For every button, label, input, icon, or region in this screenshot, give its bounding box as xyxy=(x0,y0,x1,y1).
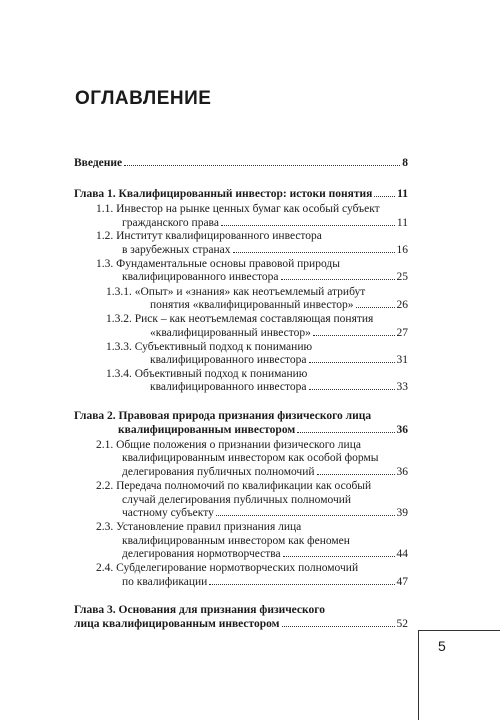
toc-entry-2-3-line2[interactable]: квалифицированным инвестором как феномен xyxy=(122,535,350,547)
dot-leader xyxy=(209,584,394,585)
toc-page-number: 36 xyxy=(396,466,408,478)
toc-entry-1-1-line1[interactable]: 1.1. Инвестор на рынке ценных бумаг как особый субъект xyxy=(96,203,380,215)
dot-leader xyxy=(282,626,395,627)
toc-entry-text: по квалификации xyxy=(122,576,208,588)
toc-entry-chapter-3[interactable] xyxy=(74,618,408,631)
toc-page-number: 11 xyxy=(397,188,408,200)
toc-entry-text: квалифицированного инвестора xyxy=(122,271,279,283)
folio-rule-horizontal xyxy=(418,630,500,631)
toc-entry-intro[interactable] xyxy=(74,157,408,170)
toc-entry-1-3-3-line1[interactable]: 1.3.3. Субъективный подход к пониманию xyxy=(106,341,313,353)
toc-page-number: 31 xyxy=(396,354,408,366)
dot-leader xyxy=(356,307,395,308)
toc-entry-chapter-3-line1[interactable]: Глава 3. Основания для признания физического xyxy=(74,604,325,616)
toc-entry-text: квалифицированным инвестором xyxy=(118,424,296,436)
toc-entry-1-2[interactable] xyxy=(122,244,408,257)
toc-entry-text: Введение xyxy=(74,157,123,169)
toc-entry-2-3-line1[interactable]: 2.3. Установление правил признания лица xyxy=(96,521,302,533)
toc-page-number: 52 xyxy=(396,618,408,630)
toc-entry-1-3-2[interactable] xyxy=(150,327,408,340)
toc-entry-2-2[interactable] xyxy=(122,507,408,520)
dot-leader xyxy=(281,279,395,280)
toc-entry-text: квалифицированного инвестора xyxy=(150,381,307,393)
toc-entry-1-3[interactable] xyxy=(122,271,408,284)
toc-entry-text: понятия «квалифицированный инвестор» xyxy=(150,299,354,311)
toc-page-number: 47 xyxy=(396,576,408,588)
dot-leader xyxy=(374,196,395,197)
dot-leader xyxy=(317,474,395,475)
page-number: 5 xyxy=(438,638,446,654)
toc-entry-2-1-line2[interactable]: квалифицированным инвестором как особой формы xyxy=(122,452,379,464)
toc-entry-text: делегирования нормотворчества xyxy=(122,548,281,560)
toc-entry-text: делегирования публичных полномочий xyxy=(122,466,315,478)
dot-leader xyxy=(313,335,395,336)
toc-page-number: 36 xyxy=(396,424,408,436)
toc-entry-1-3-4-line1[interactable]: 1.3.4. Объективный подход к пониманию xyxy=(106,368,308,380)
folio-rule-vertical xyxy=(418,630,419,720)
toc-entry-1-3-line1[interactable]: 1.3. Фундаментальные основы правовой природы xyxy=(96,258,340,270)
toc-page-number: 11 xyxy=(396,217,408,229)
toc-entry-2-1-line1[interactable]: 2.1. Общие положения о признании физического лица xyxy=(96,439,361,451)
page-title: ОГЛАВЛЕНИЕ xyxy=(75,88,212,109)
dot-leader xyxy=(283,556,395,557)
dot-leader xyxy=(221,225,395,226)
toc-entry-text: Глава 1. Квалифицированный инвестор: истоки понятия xyxy=(74,188,373,200)
toc-page-number: 16 xyxy=(396,244,408,256)
toc-entry-text: лица квалифицированным инвестором xyxy=(74,618,280,630)
dot-leader xyxy=(233,252,395,253)
toc-page-number: 39 xyxy=(396,507,408,519)
toc-entry-2-3[interactable] xyxy=(122,548,408,561)
toc-entry-1-1[interactable] xyxy=(122,217,408,230)
toc-entry-2-1[interactable] xyxy=(122,466,408,479)
toc-entry-chapter-1[interactable] xyxy=(74,188,408,201)
toc-page-number: 44 xyxy=(396,548,408,560)
toc-entry-1-3-2-line1[interactable]: 1.3.2. Риск – как неотъемлемая составляющая понятия xyxy=(106,313,374,325)
toc-entry-text: «квалифицированный инвестор» xyxy=(150,327,311,339)
dot-leader xyxy=(216,515,395,516)
toc-entry-2-2-line1[interactable]: 2.2. Передача полномочий по квалификации как особый xyxy=(96,480,372,492)
toc-entry-text: квалифицированного инвестора xyxy=(150,354,307,366)
toc-entry-1-3-1-line1[interactable]: 1.3.1. «Опыт» и «знания» как неотъемлемый атрибут xyxy=(106,286,366,298)
toc-page-number: 26 xyxy=(396,299,408,311)
toc-entry-chapter-2[interactable] xyxy=(118,424,408,437)
toc-entry-2-4[interactable] xyxy=(122,576,408,589)
toc-entry-2-2-line2[interactable]: случай делегирования публичных полномочий xyxy=(122,494,352,506)
toc-entry-1-3-1[interactable] xyxy=(150,299,408,312)
dot-leader xyxy=(309,389,395,390)
toc-entry-1-2-line1[interactable]: 1.2. Институт квалифицированного инвестора xyxy=(96,230,322,242)
toc-page-number: 8 xyxy=(402,157,408,169)
toc-page-number: 33 xyxy=(396,381,408,393)
toc-entry-text: гражданского права xyxy=(122,217,219,229)
toc-page-number: 27 xyxy=(396,327,408,339)
toc-entry-1-3-4[interactable] xyxy=(150,381,408,394)
toc-entry-chapter-2-line1[interactable]: Глава 2. Правовая природа признания физического лица xyxy=(74,410,372,422)
toc-entry-1-3-3[interactable] xyxy=(150,354,408,367)
toc-page-number: 25 xyxy=(396,271,408,283)
toc-entry-text: частному субъекту xyxy=(122,507,214,519)
dot-leader xyxy=(124,165,400,166)
dot-leader xyxy=(297,432,394,433)
toc-entry-text: в зарубежных странах xyxy=(122,244,231,256)
dot-leader xyxy=(309,362,395,363)
toc-entry-2-4-line1[interactable]: 2.4. Субделегирование нормотворческих полномочий xyxy=(96,562,359,574)
